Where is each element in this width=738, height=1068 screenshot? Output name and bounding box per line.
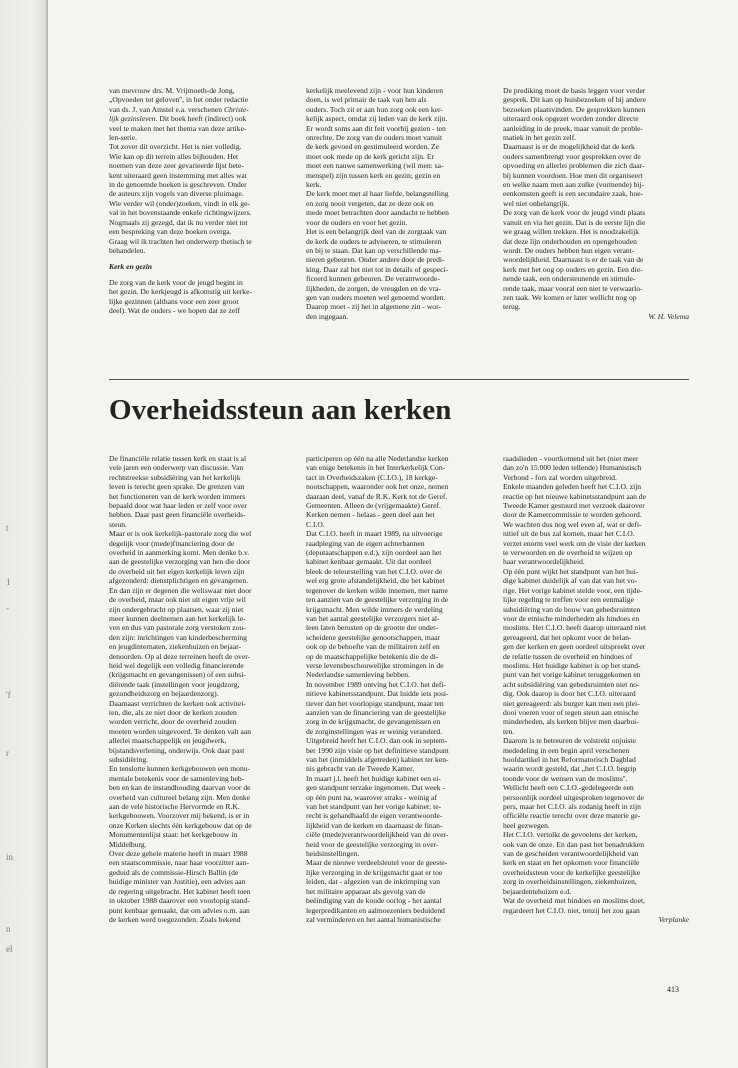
text-line: tiever dan het voorlopige standpunt, maar ten [306, 698, 444, 708]
text-line: ben en kan de instandhouding daarvan voor de [109, 783, 251, 793]
text-line: scheidene geestelijke genootschappen, maar [306, 632, 441, 642]
text-line: subsidiëring. [109, 755, 149, 764]
text-line: wel erg grote afstandelijkheid, die het kabinet [306, 576, 445, 586]
text-line: geduid als de commissie-Hirsch Ballin (de [109, 867, 239, 877]
text-line: rige. Het vorige kabinet stelde voor, een tijde- [503, 585, 643, 595]
text-line: heid voor de geestelijke verzorging in over- [306, 839, 439, 849]
text-line: dig. Ook daarop is door het C.I.O. uiteraard [503, 689, 636, 699]
text-line: we graag willen trekken. Het is noodzakelijk [503, 227, 640, 237]
text-line: rechtstreekse subsidiëring van het kerkelijk [109, 472, 241, 482]
text-line: Nogmaals zij gezegd, dat ik nu verder niet tot [109, 217, 248, 227]
text-line: een staatscommissie, naar haar voorzitter aan- [109, 858, 249, 868]
text-line: kerk. [306, 180, 322, 190]
bleed-mark: t [6, 523, 9, 533]
text-line: worden verricht, door de overheid zouden [109, 717, 237, 727]
text-line: overheid van cultureel belang zijn. Men denke [109, 792, 251, 802]
text-span: lijk gezinsleven. Dit boek heeft (indirect) ook [109, 114, 247, 124]
text-line: gezondheidszorg en bejaardenzorg). [109, 689, 219, 699]
text-line: Enkele maanden geleden heeft het C.I.O. zijn [503, 482, 642, 492]
text-line: het militaire apparaat als gevolg van de [306, 886, 426, 896]
text-line: de kerk gevoed en gestimuleerd worden. Ze [306, 142, 440, 152]
text-line: haar verantwoordelijkheid. [503, 557, 585, 567]
text-line: Over deze gehele materie heeft in maart 1988 [109, 849, 248, 859]
text-line: leiden, dat - afgezien van de inkrimping van [306, 877, 441, 887]
text-line: Uitgebreid heeft het C.I.O. dan ook in septem- [306, 736, 448, 746]
text-line: ciële (mede)verantwoordelijkheid van de over- [306, 830, 449, 840]
text-line: In november 1989 ontving het C.I.O. het defi- [306, 679, 447, 689]
text-line: de relatie tussen de overheid en hindoes of [503, 651, 633, 661]
text-line: zen taak. We komen er later wellicht nog op [503, 292, 637, 302]
text-line: De prediking moet de basis leggen voor verder [503, 86, 646, 95]
text-line: van het (inmiddels afgetreden) kabinet ter ken- [306, 755, 449, 764]
text-line: het gezin. De kerkjeugd is afkomstig uit kerke- [109, 287, 252, 297]
author-signature: Verplanke [658, 914, 689, 924]
text-line: diërende taak (instellingen voor jeugdzorg, [109, 679, 240, 689]
subheading: Kerk en gezin [109, 262, 153, 272]
text-line: kent uiteraard geen instemming met alles wat [109, 170, 247, 180]
text-line: acht subsidiëring van gebedsruimten niet no- [503, 679, 640, 689]
text-line: bejaardentehuizen e.d. [503, 886, 572, 896]
text-line: nis gebracht van de Tweede Kamer. [306, 764, 415, 774]
text-line: afgezonderd: dienstplichtigen en gevangenen. [109, 576, 249, 586]
text-line: Daarop moet - zij het in algemene zin - wor- [306, 302, 442, 312]
text-line: Gemeenten. Alleen de (vrijgemaakte) Geref. [306, 501, 441, 511]
text-line: en bij te staan. Dat kan op verschillende ma- [306, 245, 442, 255]
text-line: We wachten dus nog wel even af, wat er defi- [503, 519, 642, 529]
text-line: vanuit en via het gezin. Dat is de eerste lijn die [503, 217, 646, 227]
text-line: Het is een belangrijk deel van de zorgtaak van [306, 227, 447, 237]
text-line: voor de ouders en voor het gezin. [306, 217, 408, 227]
text-line: van het standpunt van het vorige kabinet: te- [306, 802, 442, 812]
text-line: kelijk aspect, omdat zij leden van de kerk zijn. [306, 114, 448, 124]
text-line: aan de vele historische Hervormde en R.K. [109, 802, 240, 812]
text-line: beëindiging van de koude oorlog - het aantal [306, 896, 442, 906]
text-line: kerkgebouwen. Voorzover mij bekend, is er in [109, 811, 250, 821]
text-line: mede moet betrachten door aandacht te hebben [306, 208, 449, 218]
bleed-mark: in [6, 852, 14, 862]
text-span: van ds. J. van Amstel e.a. verschenen Christe- [109, 104, 249, 114]
text-line: nootschappen, waaronder ook het onze, nemen [306, 482, 449, 492]
text-line: toonde voor de wensen van de moslims''. [503, 773, 628, 783]
text-line: nitieve kabinetsstandpunt. Dat luidde iets posi- [306, 689, 449, 699]
text-line: bijstandsverlening, onderwijs. Ook daar past [109, 745, 245, 755]
text-line: ook van de onze. En dan past het benadrukken [503, 839, 645, 849]
text-line: dige kabinet duidelijk af van dat van het vo- [503, 576, 638, 586]
text-line: daaraan deel, vanaf de R.K. Kerk tot de Geref. [306, 491, 448, 501]
text-line: nitief uit de bus zal komen, maar het C.I.O. [503, 529, 635, 539]
text-line: Wie verder wil (onder)zoeken, vindt in elk ge- [109, 198, 250, 208]
text-line: van mevrouw drs. M. Vrijmoeth-de Jong, [109, 86, 235, 95]
text-line: king. Daar zal het niet tot in details of gespeci- [306, 264, 449, 274]
text-line: op de maatschappelijke betekenis die de di- [306, 651, 439, 661]
text-line: En dan zijn er degenen die weliswaar niet door [109, 585, 252, 595]
text-line: Wellicht heeft een C.I.O.-gedelegeerde een [503, 783, 634, 793]
upper-column-2 [306, 86, 486, 321]
text-line: terug. [503, 302, 521, 312]
text-line: lijkheden, de zorgen, de vreugden en de vra- [306, 283, 442, 293]
page-number: 413 [667, 985, 679, 994]
text-line: bepaald door wat haar leden er zelf voor over [109, 501, 247, 511]
bleed-mark: - [6, 603, 9, 613]
text-line: degelijk voor (mede)financiering door de [109, 538, 235, 548]
text-line: Op één punt wijkt het standpunt van het hui- [503, 566, 639, 576]
section-divider [109, 379, 689, 380]
text-line: Verbond - fors zal worden uitgebreid. [503, 472, 617, 482]
text-line: minderheden, als kerken blijve men daarbui- [503, 717, 639, 727]
text-line: Maar er is ook kerkelijk-pastorale zorg die wel [109, 529, 252, 539]
text-line: waarin wordt gesteld, dat „het C.I.O. begrip [503, 764, 637, 774]
text-line: en zorg nooit vergeten, dat ze deze ook en [306, 198, 434, 208]
text-line: wordt. De ouders hebben hun eigen verant- [503, 245, 635, 255]
text-line: lijke regeling te treffen voor een eenmalige [503, 595, 635, 605]
text-line: De zorg van de kerk voor de jeugd begint in [109, 277, 243, 287]
text-line: leven is terecht geen sprake. De grenzen van [109, 482, 245, 492]
author-signature: W. H. Velema [648, 311, 689, 321]
text-line: bleek de teleurstelling van het C.I.O. over de [306, 566, 443, 576]
text-line: ten aanzien van de geestelijke verzorging in de [306, 595, 449, 605]
text-line: Middelburg. [109, 839, 147, 849]
text-line: een bespreking van deze boeken overga. [109, 227, 232, 237]
text-line: onrechte. De zorg van de ouders moet vanuit [306, 133, 443, 143]
text-line: aanzien van de financiering van de geestelijke [306, 707, 446, 717]
text-line: (krijgsmacht en gevangenissen) of een subsi- [109, 670, 246, 680]
text-line: aanleiding in de preek, maar vanuit de proble- [503, 123, 644, 133]
text-line: niet gereageerd: als burger kan men een plei- [503, 698, 640, 708]
text-line: reactie op het nieuwe kabinetsstandpunt aan de [503, 491, 646, 501]
text-line: voor de etnische minderheden als hindoes en [503, 613, 640, 623]
text-line: dooi voeren voor of tegen steun aan etnische [503, 707, 639, 717]
text-line: ven en dus van pastorale zorg verstoken zou- [109, 623, 246, 633]
text-line: In maart j.l. heeft het huidige kabinet een ei- [306, 773, 441, 783]
text-line: denoorden. Op al deze terreinen heeft de over- [109, 651, 251, 661]
text-line: ten. [503, 726, 515, 736]
text-line: hebben. Daar past geen financiële overheids- [109, 510, 246, 520]
text-line: op één punt na, waarover straks - weinig af [306, 792, 437, 802]
bleed-mark: el [6, 944, 13, 954]
text-line: eenkomsten geeft is een secundaire zaak, hoe- [503, 189, 644, 199]
text-line: subsidiëring van de bouw van gebedsruimten [503, 604, 641, 614]
text-line: gesprek. Dit kan op huisbezoeken of bij andere [503, 95, 646, 105]
text-line: lijke verzorging in de krijgsmacht gaat er toe [306, 867, 443, 877]
text-line: Monumentenlijst staat: het kerkgebouw in [109, 830, 238, 840]
text-line: en welke naam men aan zulke (vormende) bij- [503, 180, 645, 190]
text-line: (deputaatschappen e.d.), zijn oordeel aan het [306, 548, 442, 558]
bleed-mark: 'f [6, 690, 11, 700]
text-line: onze Kerken slechts één kerkgebouw dat op de [109, 820, 252, 830]
text-line: nende taak, een ondersteunende en stimule- [503, 274, 636, 284]
text-line: moeten worden uitgevoerd. Te denken valt aan [109, 726, 252, 736]
text-line: gen standpunt terzake ingenomen. Dat week - [306, 783, 445, 793]
text-line: moet ook mede op de kerk gericht zijn. Er [306, 151, 434, 161]
text-line: heel gezwegen. [503, 820, 550, 830]
text-line: den zijn: inrichtingen van kinderbescherming [109, 632, 247, 642]
text-line: Dat C.I.O. heeft in maart 1989, na uitvoerige [306, 529, 443, 539]
text-line: C.I.O. [306, 519, 325, 529]
text-line: ook op de behoefte van de militairen zelf en [306, 642, 440, 652]
text-line: hoofdartikel in het Reformatorisch Dagblad [503, 755, 636, 764]
text-line: De kerk moet met al haar liefde, belangstelling [306, 189, 449, 199]
text-line: dat deze lijn onderhouden en opengehouden [503, 236, 637, 246]
text-line: uiteraard ook opgezet worden zonder directe [503, 114, 639, 124]
text-line: tact in Overheidszaken (C.I.O.), 18 kerkge- [306, 472, 438, 482]
text-line: doen, is wel primair de taak van hen als [306, 95, 427, 105]
text-line: Wat de overheid met hindoes en moslims doet, [503, 896, 645, 906]
article-column-2 [306, 454, 486, 924]
text-line: moet een nauwe samenwerking (wil men: sa- [306, 161, 444, 171]
text-line: veel te maken met het thema van deze artike- [109, 123, 247, 133]
article-column-3 [503, 454, 689, 924]
text-line: meer kunnen deelnemen aan het kerkelijk le- [109, 613, 246, 623]
text-line: officiële reactie terecht over deze materie ge- [503, 811, 641, 821]
text-line: bezoeken plaatsvinden. De gesprekken kunnen [503, 104, 646, 114]
text-line: heidsinstellingen. [306, 849, 360, 859]
text-line: kerk en staat en het opkomen voor financiële [503, 858, 640, 868]
text-line: Het C.I.O. vertolkt de gevoelens der kerken, [503, 830, 638, 840]
text-line: De financiële relatie tussen kerk en staat is al [109, 454, 247, 463]
text-line: legerpredikanten en aalmoezeniers beduidend [306, 905, 445, 915]
text-line: te verwoorden en de overheid te wijzen op [503, 548, 633, 558]
page-gutter [0, 0, 48, 1068]
text-line: pers, maar het C.I.O. als zodanig heeft in zijn [503, 802, 641, 812]
article-title: Overheidssteun aan kerken [109, 394, 452, 426]
text-line: de kerken werd toegezonden. Zoals bekend [109, 914, 241, 924]
text-line: De zorg van de kerk voor de jeugd vindt plaats [503, 208, 646, 218]
text-line: moslims. Het C.I.O. heeft daarop uiteraard niet [503, 623, 646, 633]
text-line: regardeert het C.I.O. niet, tenzij het zou gaan [503, 905, 640, 915]
text-line: En tenslotte kunnen kerkgebouwen een monu- [109, 764, 251, 774]
text-line: Er wordt soms aan dit feit voorbij gezien - ten [306, 123, 446, 133]
text-line: de overheid, maar ook niet uit eigen vrije wil [109, 595, 246, 605]
text-line: Nederlandse samenleving hebben. [306, 670, 410, 680]
text-line: ten, die, als ze niet door de kerken zouden [109, 707, 237, 717]
text-line: verse levensbeschouwelijke stromingen in de [306, 660, 444, 670]
text-line: in oktober 1988 daarover een voorlopig stand- [109, 896, 250, 906]
text-line: recht is gehandhaafd de eigen verantwoorde- [306, 811, 443, 821]
upper-column-1 [109, 86, 289, 315]
text-line: persoonlijk oordeel uitgesproken tegenover de [503, 792, 644, 802]
text-line: lijkheid van de kerken en daarnaast de finan- [306, 820, 443, 830]
text-line: Tweede Kamer gestuurd met verzoek daarover [503, 501, 645, 511]
text-line: punt kenbaar gemaakt, dat om advies o.m. aan [109, 905, 250, 915]
text-line: tegenover de kerken wilde innemen, met name [306, 585, 448, 595]
text-line: Daarnaast verrichten de kerken ook activitei- [109, 698, 246, 708]
text-line: de regering uitgebracht. Het kabinet heeft toen [109, 886, 251, 896]
text-line: van enige betekenis in het Interkerkelijk Con- [306, 463, 446, 473]
text-line: verzet enorm veel werk om de visie der kerken [503, 538, 646, 548]
text-line: Graag wil ik trachten het onderwerp thetisch te [109, 236, 252, 246]
text-line: zorg in de krijgsmacht, de gevangenissen en [306, 717, 441, 727]
text-line: zijn ondergebracht op plaatsen, waar zij niet [109, 604, 244, 614]
text-line: allerlei maatschappelijk en jeugdwerk, [109, 736, 227, 746]
text-line: den ingegaan. [306, 311, 349, 321]
text-line: de auteurs zijn vogels van diverse pluimage. [109, 189, 244, 199]
text-line: deel). Wat de ouders - we hopen dat ze zelf [109, 305, 240, 315]
text-line: ber 1990 zijn visie op het definitieve standpunt [306, 745, 449, 755]
upper-column-3 [503, 86, 689, 321]
text-line [109, 105, 289, 114]
text-line: behandelen. [109, 245, 146, 255]
text-line: opvoeding en allerlei problemen die zich daar- [503, 161, 645, 171]
text-line: Daarnaast is er de mogelijkheid dat de kerk [503, 142, 635, 152]
text-line: gereageerd, dat het opkomt voor de belan- [503, 632, 632, 642]
text-line: Wie kan op dit terrein alles bijhouden. Het [109, 151, 239, 161]
text-line: steun. [109, 519, 127, 529]
text-line: participeren op één na alle Nederlandse kerken [306, 454, 449, 463]
text-line: val in het bovenstaande enkele richtingwijzers. [109, 208, 252, 218]
text-line: nieren gebeuren. Onder andere door de predi- [306, 255, 445, 265]
text-line: dan zo'n 15.000 leden tellende) Humanistisch [503, 463, 642, 473]
text-line: mededeling in een begin april verschenen [503, 745, 630, 755]
text-line: gen van ouders moeten wel genoemd worden. [306, 292, 446, 302]
text-line: Daarom is te betreuren de volstrekt onjuiste [503, 736, 636, 746]
text-line: kerkelijk meelevend zijn - voor hun kinderen [306, 86, 444, 95]
text-line: woordelijkheid. Daarnaast is er de taak van de [503, 255, 644, 265]
text-line: noemen van deze zeer gevarieerde lijst bete- [109, 161, 244, 171]
text-line: kabinet kenbaar gemaakt. Uit dat oordeel [306, 557, 432, 567]
text-line: van de gescheiden verantwoordelijkheid van [503, 849, 639, 859]
text-line: bij kunnen voordoen. Hoe men dit organiseert [503, 170, 643, 180]
text-line: Maar de nieuwe verdeelsleutel voor de geeste- [306, 858, 448, 868]
text-line: door de Kamercommissie te worden gehoord. [503, 510, 642, 520]
article-column-1 [109, 454, 289, 924]
text-line: huidige minister van Justitie), een advies aan [109, 877, 246, 887]
text-line: menspel) zijn tussen kerk en gezin; gezin en [306, 170, 441, 180]
text-line: zorg in overheidsinstellingen, ziekenhuizen, [503, 877, 637, 887]
text-line: leen laten berusten op de grootte der onder- [306, 623, 439, 633]
text-line: aan de geestelijke verzorging van hen die door [109, 557, 251, 567]
bleed-mark: 1 [6, 577, 11, 587]
text-line: het functioneren van de kerk worden immers [109, 491, 246, 501]
text-line: Kerken nemen - helaas - geen deel aan het [306, 510, 435, 520]
text-line: Tot zover dit overzicht. Het is niet volledig. [109, 142, 242, 152]
text-line: van het aantal geestelijke verzorgers niet al- [306, 613, 440, 623]
text-line: de kerk de ouders te adviseren, te stimuleren [306, 236, 442, 246]
text-line: wel niet onbelangrijk. [503, 198, 570, 208]
text-line: gen der kerken en geen oordeel uitspreekt over [503, 642, 646, 652]
text-line: raadpleging van de eigen achterbannen [306, 538, 425, 548]
text-line: rende taak, maar vooral een niet te verwaarlo- [503, 283, 643, 293]
text-line: in de genoemde boeken is geschreven. Onder [109, 180, 247, 190]
bleed-mark: n [6, 924, 11, 934]
text-line: matiek in het gezin zelf. [503, 133, 577, 143]
text-line: krijgsmacht. Men wilde immers de verdeling [306, 604, 443, 614]
text-line: de overheid uit het eigen kerkelijk leven zijn [109, 566, 245, 576]
text-line: ouders. Toch zit er aan hun zorg ook een ker- [306, 104, 443, 114]
text-line: overheidssteun voor de kerkelijke geestelijke [503, 867, 641, 877]
text-line: mentale betekenis voor de samenleving heb- [109, 773, 245, 783]
text-line: punt van het vorige kabinet teruggekomen en [503, 670, 641, 680]
text-line: zal verminderen en het aantal humanistische [306, 914, 441, 924]
bleed-mark: r [6, 748, 9, 758]
text-line: len-serie. [109, 133, 138, 143]
text-line: moslims. Het huidige kabinet is op het stand- [503, 660, 641, 670]
text-line: overheid in aanmerking komt. Men denke b.v. [109, 548, 250, 558]
text-line: ouders samenbrengt voor gesprekken over de [503, 151, 641, 161]
text-line: heid wel degelijk een volledig financierende [109, 660, 244, 670]
text-line: vele jaren een onderwerp van discussie. Van [109, 463, 244, 473]
text-line: ficeerd kunnen gebeuren. De verantwoorde- [306, 274, 440, 284]
text-line: „Opvoeden tot geloven'', in het onder redactie [109, 95, 249, 105]
text-line: raadslieden - voortkomend uit het (niet meer [503, 454, 639, 463]
text-line: en jeugdinternaten, ziekenhuizen en bejaar- [109, 642, 242, 652]
text-line: de zorginstellingen was er weinig veranderd. [306, 726, 443, 736]
text-line: lijke gezinnen (althans voor een zeer groot [109, 296, 239, 306]
text-line [109, 114, 289, 123]
text-line: kerk met het oog op ouders en gezin. Een die- [503, 264, 643, 274]
